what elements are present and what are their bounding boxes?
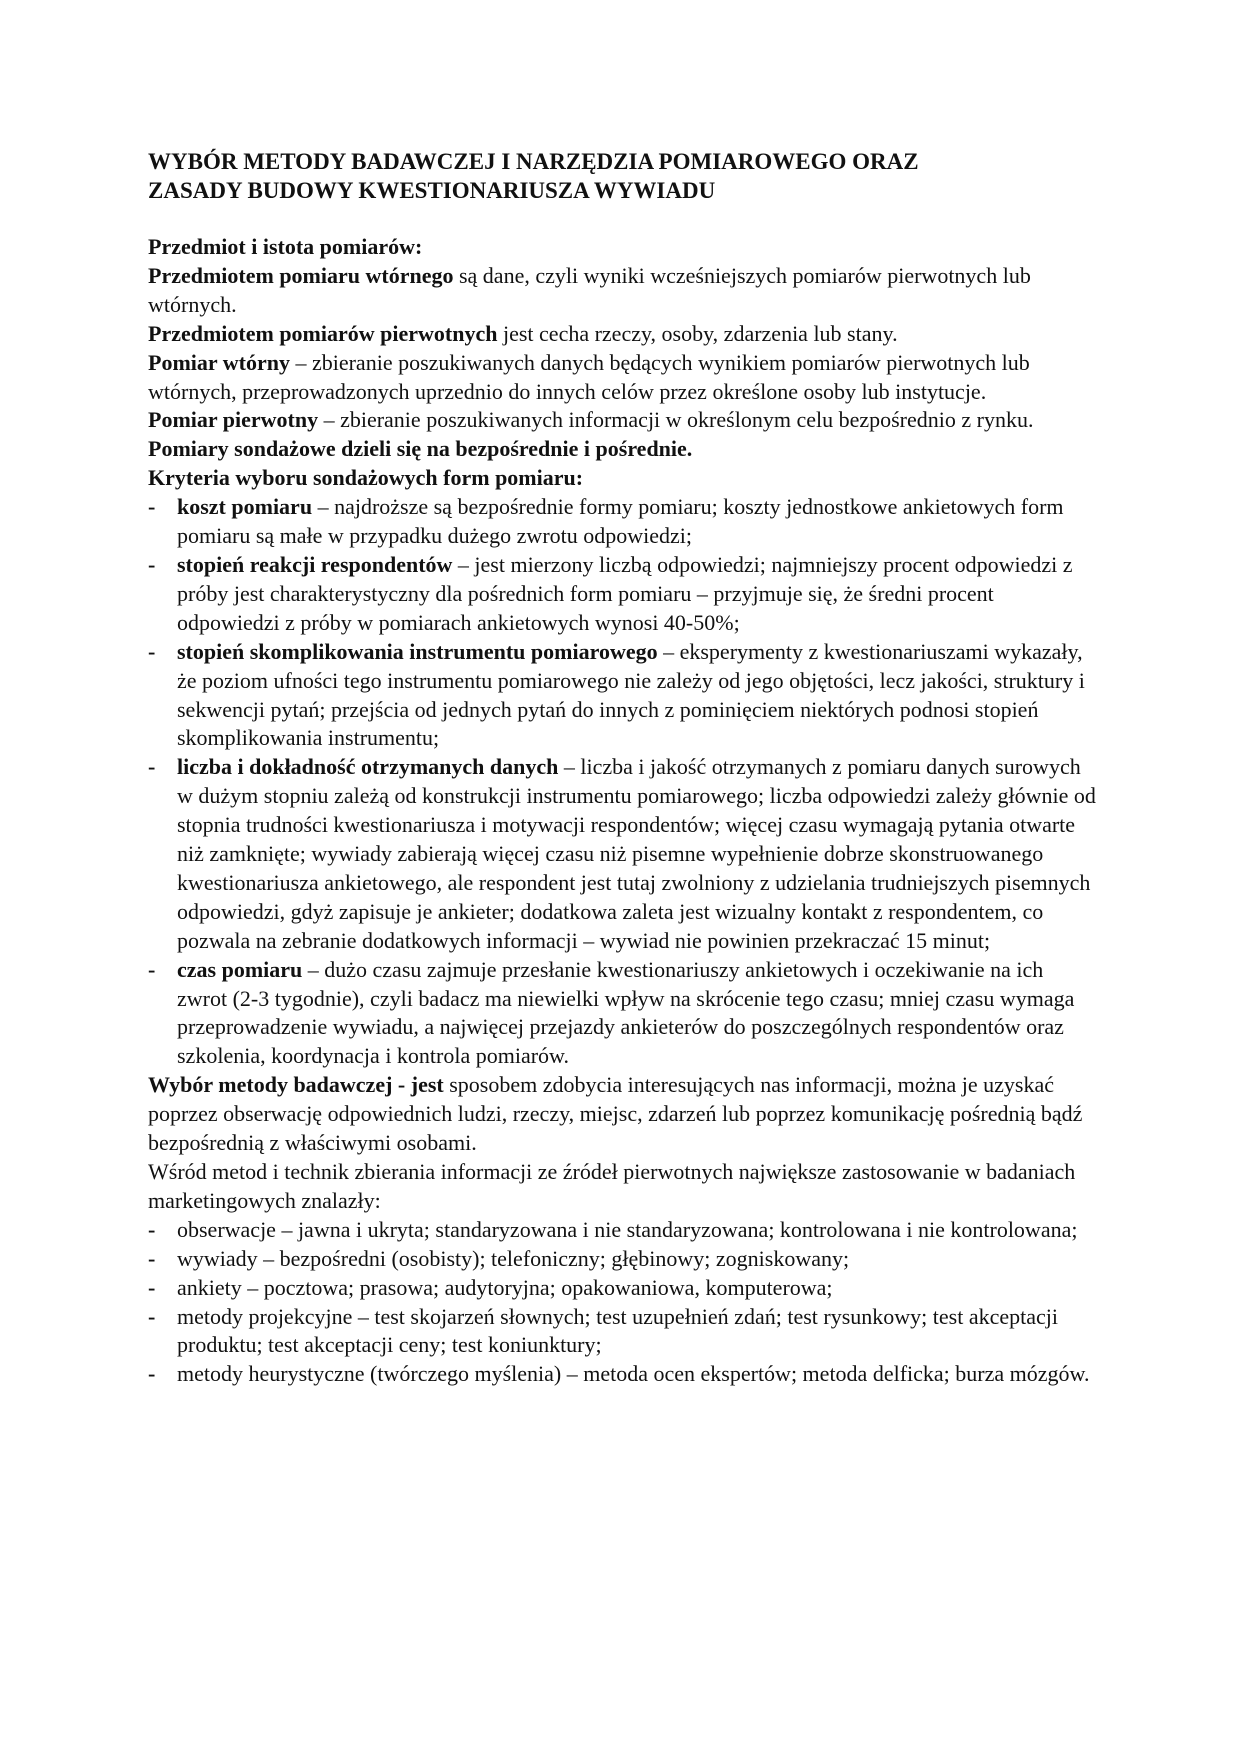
- definition-primary-subject: [148, 320, 1098, 349]
- methods-list: [148, 1216, 1098, 1389]
- methods-intro: Wśród metod i technik zbierania informacji ze źródeł pierwotnych największe zastosowanie w badaniach marketingowych znalazły:: [148, 1159, 1076, 1213]
- criteria-item-complexity: [148, 638, 1098, 754]
- section-heading: Przedmiot i istota pomiarów:: [148, 234, 423, 259]
- definition-text: – zbieranie poszukiwanych danych będących wynikiem pomiarów pierwotnych lub wtórnych, przeprowadzonych uprzednio do innych celów przez określone osoby lub instytucje.: [148, 349, 1030, 404]
- criteria-item-data-quality: [148, 753, 1098, 955]
- criteria-text: – jest mierzony liczbą odpowiedzi; najmniejszy procent odpowiedzi z próby jest charakterystyczny dla pośrednich form pomiaru – przyjmuje się, że średni procent odpowiedzi z próby w pomiarach ankietowych wynosi 40-50%;: [177, 551, 1073, 635]
- methods-item-heuristic: - metody heurystyczne (twórczego myślenia) – metoda ocen ekspertów; metoda delficka; burza mózgów.: [148, 1360, 1098, 1389]
- criteria-text: – eksperymenty z kwestionariuszami wykazały, że poziom ufności tego instrumentu pomiarowego nie zależy od jego objętości, lecz jakości, struktury i sekwencji pytań; przejścia od jednych pytań do innych z pominięciem niektórych podnosi stopień skomplikowania instrumentu;: [177, 638, 1085, 751]
- criteria-term: czas pomiaru: [177, 956, 303, 982]
- methods-item-observation: - obserwacje – jawna i ukryta; standaryzowana i nie standaryzowana; kontrolowana i nie kontrolowana;: [148, 1216, 1098, 1245]
- definition-text: jest cecha rzeczy, osoby, zdarzenia lub stany.: [497, 320, 898, 346]
- criteria-term: liczba i dokładność otrzymanych danych: [177, 754, 559, 780]
- definition-term: Przedmiotem pomiarów pierwotnych: [148, 320, 498, 346]
- criteria-text: – liczba i jakość otrzymanych z pomiaru danych surowych w dużym stopniu zależą od konstrukcji instrumentu pomiarowego; liczba odpowiedzi zależy głównie od stopnia trudności kwestionariusza i motywacji respondentów; więcej czasu wymagają pytania otwarte niż zamknięte; wywiady zabierają więcej czasu niż pisemne wypełnienie dobrze skonstruowanego kwestionariusza ankietowego, ale respondent jest tutaj zwolniony z udzielania trudniejszych pisemnych odpowiedzi, gdyż zapisuje je ankieter; dodatkowa zaleta jest wizualny kontakt z respondentem, co pozwala na zebranie dodatkowych informacji – wywiad nie powinien przekraczać 15 minut;: [177, 754, 1096, 953]
- criteria-item-cost: [148, 493, 1098, 551]
- definition-text: są dane, czyli wyniki wcześniejszych pomiarów pierwotnych lub wtórnych.: [148, 262, 1031, 317]
- criteria-text: – najdroższe są bezpośrednie formy pomiaru; koszty jednostkowe ankietowych form pomiaru są małe w przypadku dużego zwrotu odpowiedzi;: [177, 494, 1064, 549]
- criteria-term: stopień skomplikowania instrumentu pomiarowego: [177, 638, 658, 664]
- survey-division: Pomiary sondażowe dzieli się na bezpośrednie i pośrednie.: [148, 436, 693, 462]
- methods-item-interviews: - wywiady – bezpośredni (osobisty); telefoniczny; głębinowy; zogniskowany;: [148, 1245, 1098, 1274]
- title-line-1: WYBÓR METODY BADAWCZEJ I NARZĘDZIA POMIAROWEGO ORAZ: [148, 149, 919, 174]
- definition-term: Pomiar pierwotny: [148, 407, 319, 433]
- document-body: [148, 233, 1098, 1389]
- definition-text: – zbieranie poszukiwanych informacji w określonym celu bezpośrednio z rynku.: [318, 407, 1034, 433]
- methods-item-projective: - metody projekcyjne – test skojarzeń słownych; test uzupełnień zdań; test rysunkowy; test akceptacji produktu; test akceptacji ceny; test koniunktury;: [148, 1303, 1098, 1361]
- method-choice-term: Wybór metody badawczej - jest: [148, 1072, 444, 1098]
- title-line-2: ZASADY BUDOWY KWESTIONARIUSZA WYWIADU: [148, 178, 716, 203]
- method-choice-paragraph: [148, 1071, 1098, 1158]
- criteria-text: – dużo czasu zajmuje przesłanie kwestionariuszy ankietowych i oczekiwanie na ich zwrot (2-3 tygodnie), czyli badacz ma niewielki wpływ na skrócenie tego czasu; mniej czasu wymaga przeprowadzenie wywiadu, a najwięcej przejazdy ankieterów do poszczególnych respondentów oraz szkolenia, koordynacja i kontrola pomiarów.: [177, 956, 1075, 1069]
- definition-secondary-measurement: [148, 349, 1098, 407]
- methods-item-surveys: - ankiety – pocztowa; prasowa; audytoryjna; opakowaniowa, komputerowa;: [148, 1274, 1098, 1303]
- criteria-term: stopień reakcji respondentów: [177, 551, 453, 577]
- document-title: [148, 147, 1108, 205]
- method-choice-text: sposobem zdobycia interesujących nas informacji, można je uzyskać poprzez obserwację odpowiednich ludzi, rzeczy, miejsc, zdarzeń lub poprzez komunikację pośrednią bądź bezpośrednią z właściwymi osobami.: [148, 1072, 1083, 1156]
- criteria-item-time: [148, 956, 1098, 1072]
- definition-term: Przedmiotem pomiaru wtórnego: [148, 262, 454, 288]
- definition-term: Pomiar wtórny: [148, 349, 290, 375]
- criteria-list: [148, 493, 1098, 1071]
- definition-primary-measurement: [148, 406, 1098, 435]
- definition-secondary-subject: [148, 262, 1098, 320]
- criteria-term: koszt pomiaru: [177, 494, 313, 520]
- criteria-item-response-rate: [148, 551, 1098, 638]
- criteria-heading: Kryteria wyboru sondażowych form pomiaru:: [148, 465, 584, 491]
